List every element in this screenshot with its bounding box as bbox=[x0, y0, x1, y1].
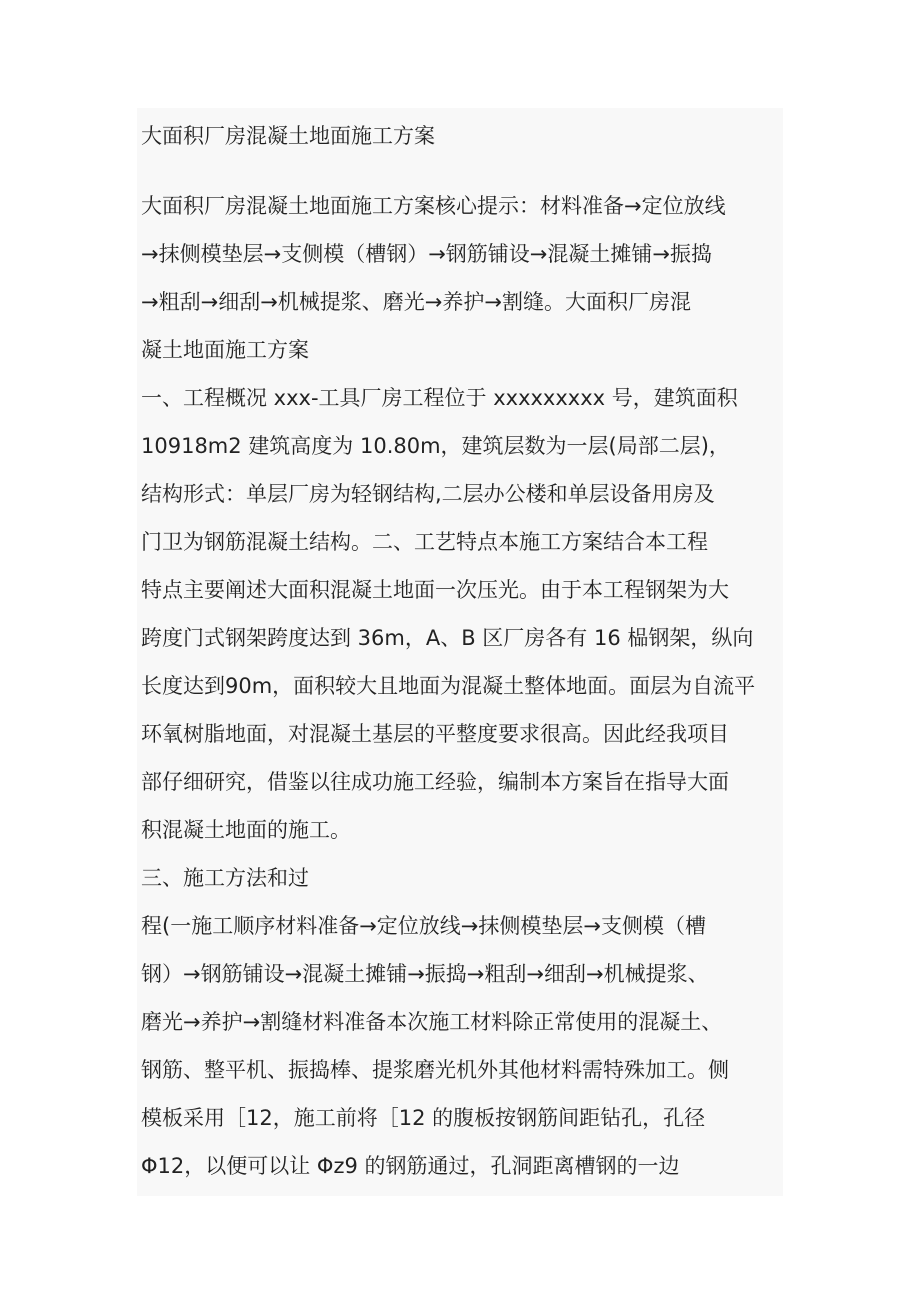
text-line: 钢筋、整平机、振捣棒、提浆磨光机外其他材料需特殊加工。侧 bbox=[141, 1058, 729, 1082]
text-line: 凝土地面施工方案 bbox=[141, 338, 309, 362]
text-line: 环氧树脂地面，对混凝土基层的平整度要求很高。因此经我项目 bbox=[141, 722, 729, 746]
text-line: Φ12，以便可以让 Φz9 的钢筋通过，孔洞距离槽钢的一边 bbox=[141, 1154, 680, 1178]
document-title: 大面积厂房混凝土地面施工方案 bbox=[141, 124, 435, 148]
text-line: 大面积厂房混凝土地面施工方案核心提示：材料准备→定位放线 bbox=[141, 194, 726, 218]
text-line: 10918m2 建筑高度为 10.80m，建筑层数为一层(局部二层)， bbox=[141, 434, 730, 458]
text-line: 长度达到90m，面积较大且地面为混凝土整体地面。面层为自流平 bbox=[141, 674, 756, 698]
text-line: 结构形式：单层厂房为轻钢结构,二层办公楼和单层设备用房及 bbox=[141, 482, 715, 506]
text-line: 磨光→养护→割缝材料准备本次施工材料除正常使用的混凝土、 bbox=[141, 1010, 723, 1034]
text-line: 跨度门式钢架跨度达到 36m，A、B 区厂房各有 16 榀钢架，纵向 bbox=[141, 626, 754, 650]
section-heading: 三、施工方法和过 bbox=[141, 866, 309, 890]
document-body bbox=[137, 108, 783, 1196]
text-line: 程(一施工顺序材料准备→定位放线→抹侧模垫层→支侧模（槽 bbox=[141, 914, 706, 938]
text-line: →抹侧模垫层→支侧模（槽钢）→钢筋铺设→混凝土摊铺→振捣 bbox=[141, 242, 712, 266]
text-line: 部仔细研究，借鉴以往成功施工经验，编制本方案旨在指导大面 bbox=[141, 770, 729, 794]
text-line: 一、工程概况 xxx-工具厂房工程位于 xxxxxxxxx 号，建筑面积 bbox=[141, 386, 738, 410]
text-line: 积混凝土地面的施工。 bbox=[141, 818, 351, 842]
text-line: 钢）→钢筋铺设→混凝土摊铺→振捣→粗刮→细刮→机械提浆、 bbox=[141, 962, 709, 986]
text-line: 模板采用［12，施工前将［12 的腹板按钢筋间距钻孔，孔径 bbox=[141, 1106, 706, 1130]
text-line: 特点主要阐述大面积混凝土地面一次压光。由于本工程钢架为大 bbox=[141, 578, 729, 602]
text-line: →粗刮→细刮→机械提浆、磨光→养护→割缝。大面积厂房混 bbox=[141, 290, 691, 314]
text-line: 门卫为钢筋混凝土结构。二、工艺特点本施工方案结合本工程 bbox=[141, 530, 708, 554]
